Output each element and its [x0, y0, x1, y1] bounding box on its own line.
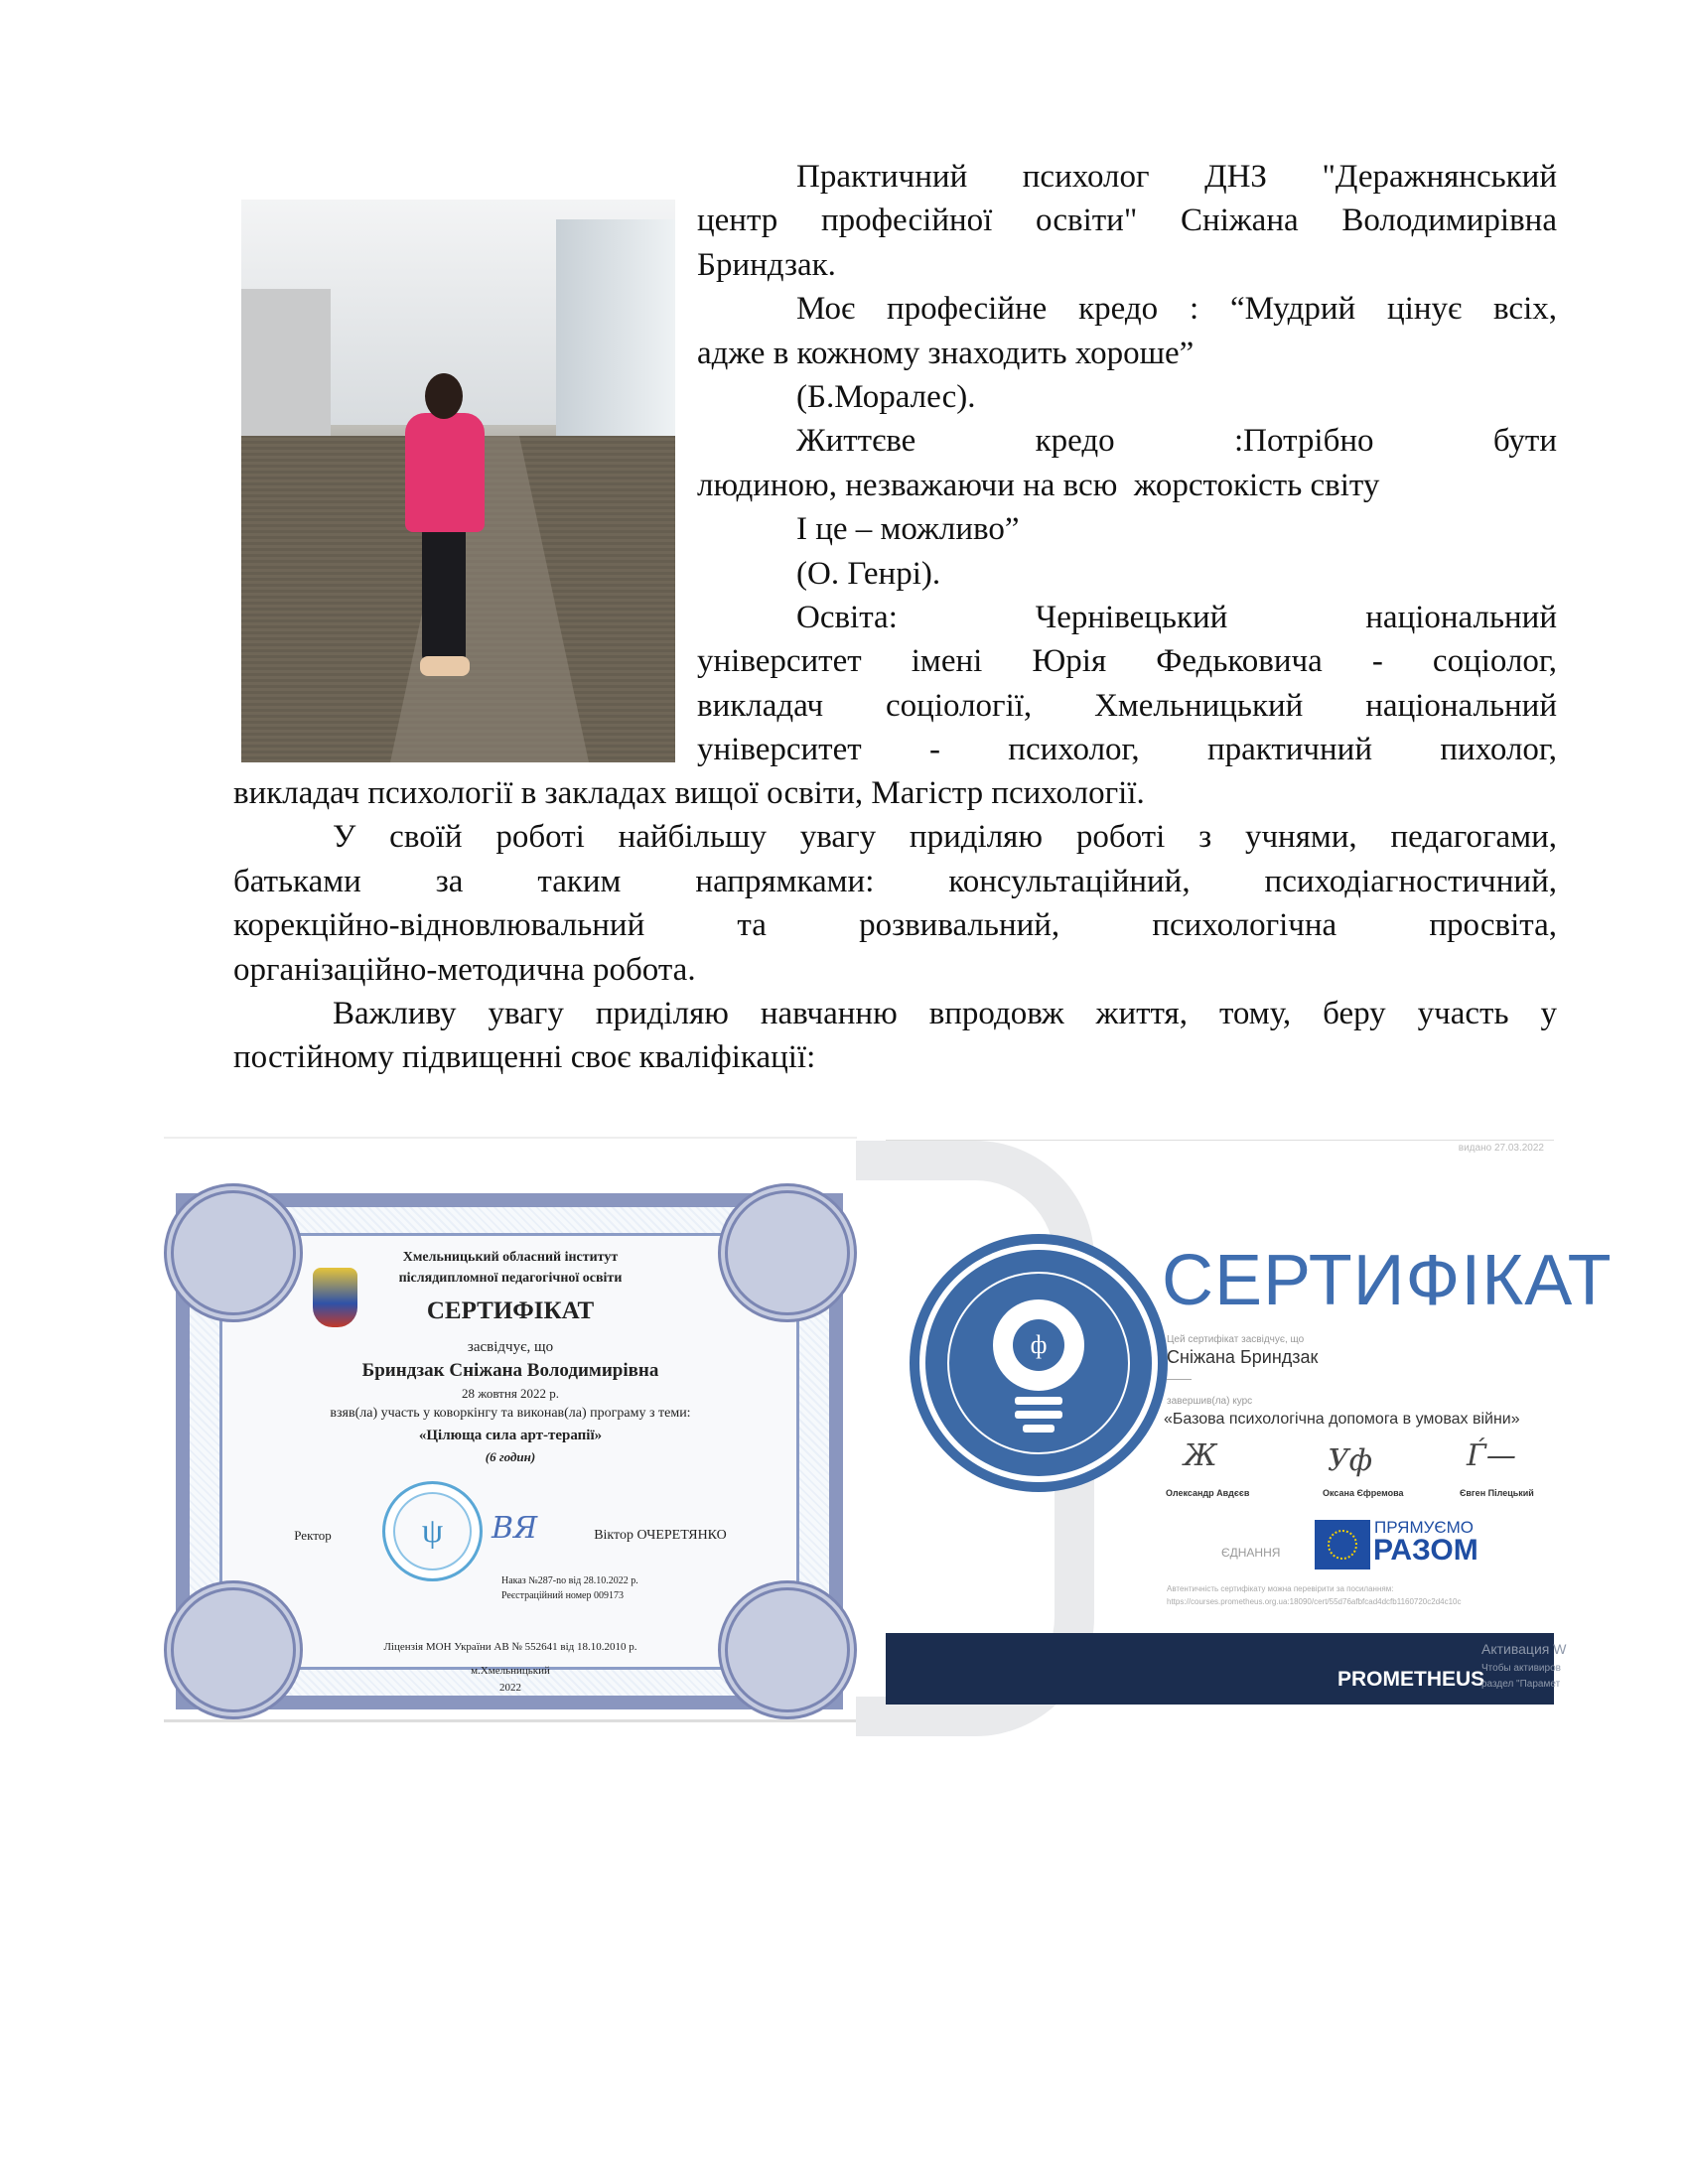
certificate-art-therapy [164, 1137, 857, 1722]
issued-date: видано 27.03.2022 [1458, 1143, 1544, 1154]
recipient-name: Бриндзак Сніжана Володимирівна [361, 1360, 659, 1381]
certifies-text: Цей сертифікат засвідчує, що [1167, 1334, 1305, 1345]
text-line: Моє професійне кредо : “Мудрий цінує всіх, [796, 291, 1557, 328]
certifies-text: засвідчує, що [467, 1339, 554, 1355]
hours: (6 годин) [485, 1449, 536, 1464]
text-line: (Б.Моралес). [796, 379, 976, 416]
signature-icon: Уф [1328, 1443, 1373, 1478]
signature-icon: Ѓ— [1467, 1438, 1516, 1473]
logo-text: РАЗОМ [1373, 1534, 1478, 1567]
eu-flag-icon [1315, 1520, 1370, 1570]
authenticity-text: Автентичність сертифікату можна перевірити за посиланням: [1167, 1584, 1394, 1593]
authenticity-url: https://courses.prometheus.org.ua:18090/cert/55d76afbfcad4dcfb1160720c2d4c10c [1167, 1597, 1462, 1606]
text-line: Життєве кредо :Потрібно бути [796, 423, 1557, 460]
lightbulb-badge-icon: ф [925, 1250, 1152, 1476]
certificate-prometheus [886, 1140, 1613, 1705]
institution-name: Хмельницький обласний інститут [402, 1250, 619, 1265]
text-line: У своїй роботі найбільшу увагу приділяю роботі з учнями, педагогами, [333, 819, 1557, 856]
text-line: університет імені Юрія Федьковича - соціолог, [697, 643, 1557, 680]
certificate-footer [886, 1633, 1567, 1705]
topic: «Цілюща сила арт-терапії» [418, 1428, 603, 1443]
signer-name: Олександр Авдєєв [1166, 1488, 1250, 1498]
intro-text-column [697, 155, 1557, 772]
participation-text: взяв(ла) участь у коворкінгу та виконав(ла) програму з теми: [330, 1406, 691, 1421]
text-line: (О. Генрі). [796, 555, 941, 592]
signature-icon: Ж [1184, 1438, 1217, 1473]
activation-watermark: Активация W [1481, 1641, 1567, 1657]
text-line: викладач соціології, Хмельницький національний [697, 687, 1557, 724]
rector-label: Ректор [294, 1528, 332, 1543]
signer-name: Оксана Єфремова [1323, 1488, 1404, 1498]
completed-label: завершив(ла) курс [1167, 1396, 1253, 1407]
activation-watermark: Чтобы активиров [1481, 1663, 1561, 1674]
signature-icon: ВЯ [492, 1511, 538, 1546]
text-line: І це – можливо” [796, 511, 1020, 548]
text-line: Практичний психолог ДНЗ "Деражнянський [796, 159, 1557, 195]
recipient-name: Сніжана Бриндзак [1167, 1347, 1319, 1367]
certificate-title: СЕРТИФІКАТ [1162, 1241, 1613, 1320]
order-number: Наказ №287-no від 28.10.2022 р. [501, 1575, 638, 1586]
text-line: батьками за таким напрямками: консультаційний, психодіагностичний, [233, 863, 1557, 899]
text-line: Бриндзак. [697, 246, 836, 283]
portrait-photo [241, 200, 675, 762]
text-line: людиною, незважаючи на всю жорстокість світу [697, 467, 1380, 503]
logo-text: ПРЯМУЄМО [1374, 1518, 1475, 1537]
license: Ліцензія МОН України АВ № 552641 від 18.10.2010 р. [383, 1641, 637, 1653]
text-line: Освіта: Чернівецький національний [796, 600, 1557, 636]
text-line: адже в кожному знаходить хороше” [697, 335, 1195, 371]
text-line: викладач психології в закладах вищої освіти, Магістр психології. [233, 775, 1145, 811]
institution-name: післядипломної педагогічної освіти [398, 1271, 623, 1286]
signer-name: Євген Пілецький [1460, 1488, 1534, 1498]
text-line: університет - психолог, практичний пихолог, [697, 732, 1557, 768]
year: 2022 [499, 1682, 521, 1694]
text-line: центр професійної освіти" Сніжана Володимирівна [697, 203, 1557, 239]
certificate-date: 28 жовтня 2022 р. [461, 1386, 560, 1401]
ednannya-logo: ЄДНАННЯ [1221, 1546, 1281, 1560]
registration-number: Реєстраційний номер 009173 [501, 1590, 624, 1601]
certificate-title: СЕРТИФІКАТ [426, 1297, 595, 1324]
text-line: організаційно-методична робота. [233, 951, 696, 988]
body-text [233, 771, 1557, 1080]
text-line: постійному підвищенні своє кваліфікації: [233, 1039, 816, 1076]
text-line: корекційно-відновлювальний та розвивальний, психологічна просвіта, [233, 907, 1557, 944]
activation-watermark: раздел "Парамет [1481, 1679, 1561, 1690]
course-name: «Базова психологічна допомога в умовах війни» [1164, 1411, 1520, 1428]
prometheus-logo: PROMETHEUS [1337, 1668, 1485, 1691]
city: м.Хмельницький [471, 1665, 550, 1677]
rector-name: Віктор ОЧЕРЕТЯНКО [594, 1528, 727, 1543]
text-line: Важливу увагу приділяю навчанню впродовж життя, тому, беру участь у [333, 996, 1557, 1032]
stamp-trident-icon: ψ [382, 1481, 483, 1581]
